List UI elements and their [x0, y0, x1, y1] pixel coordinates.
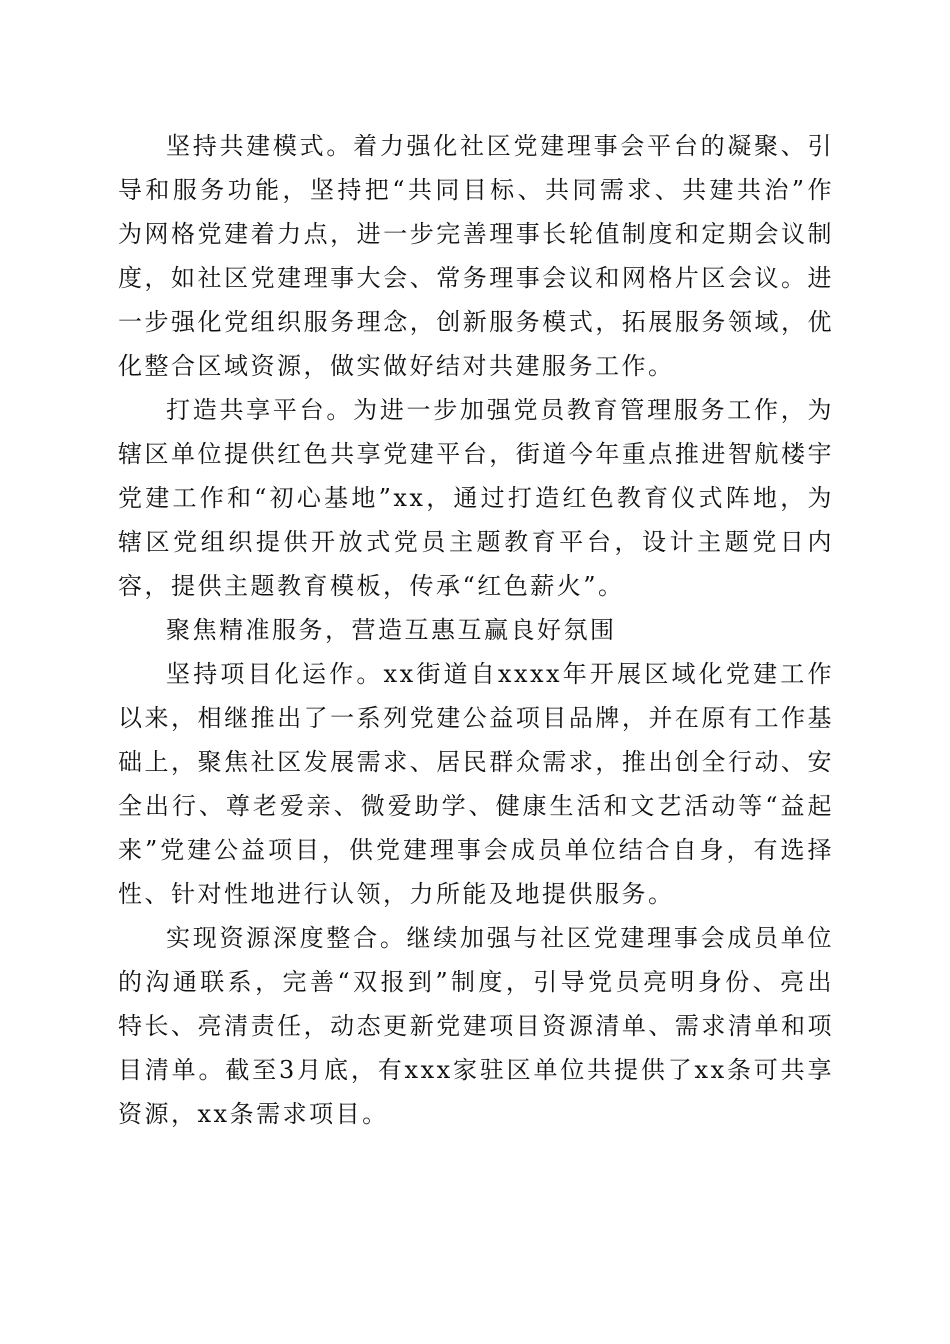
document-body: [118, 124, 834, 1136]
paragraph-joint-construction: 坚持共建模式。着力强化社区党建理事会平台的凝聚、引导和服务功能，坚持把“共同目标、共同需求、共建共治”作为网格党建着力点，进一步完善理事长轮值制度和定期会议制度，如社区党建理事大会、常务理事会议和网格片区会议。进一步强化党组织服务理念，创新服务模式，拓展服务领域，优化整合区域资源，做实做好结对共建服务工作。: [118, 132, 834, 380]
paragraph-project-operation: 坚持项目化运作。xx街道自xxxx年开展区域化党建工作以来，相继推出了一系列党建公益项目品牌，并在原有工作基础上，聚焦社区发展需求、居民群众需求，推出创全行动、安全出行、尊老爱亲、微爱助学、健康生活和文艺活动等“益起来”党建公益项目，供党建理事会成员单位结合自身，有选择性、针对性地进行认领，力所能及地提供服务。: [118, 660, 834, 908]
paragraph-shared-platform: 打造共享平台。为进一步加强党员教育管理服务工作，为辖区单位提供红色共享党建平台，街道今年重点推进智航楼宇党建工作和“初心基地”xx，通过打造红色教育仪式阵地，为辖区党组织提供开放式党员主题教育平台，设计主题党日内容，提供主题教育模板，传承“红色薪火”。: [118, 396, 834, 600]
paragraph-resource-integration: 实现资源深度整合。继续加强与社区党建理事会成员单位的沟通联系，完善“双报到”制度，引导党员亮明身份、亮出特长、亮清责任，动态更新党建项目资源清单、需求清单和项目清单。截至3月底，有xxx家驻区单位共提供了xx条可共享资源，xx条需求项目。: [118, 924, 834, 1128]
section-heading-precise-service: 聚焦精准服务，营造互惠互赢良好氛围: [166, 616, 617, 644]
